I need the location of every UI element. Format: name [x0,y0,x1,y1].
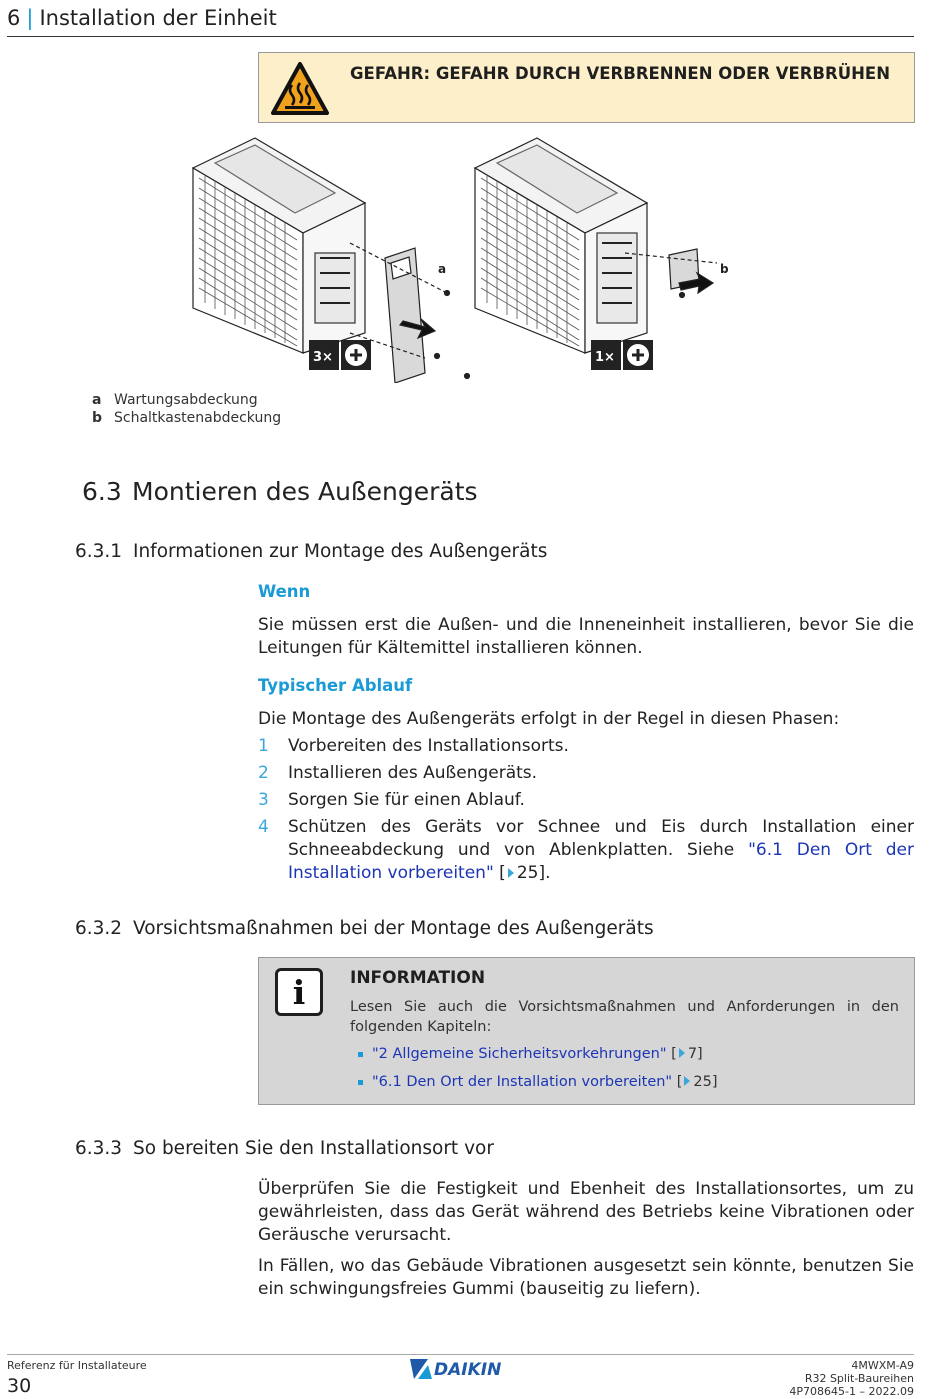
cross-reference-link[interactable]: "6.1 Den Ort der Installation vorbereiten" [372,1074,673,1090]
info-title: INFORMATION [350,968,486,988]
page-arrow-icon [684,1076,690,1086]
subsection-heading-3 [75,1138,494,1159]
when-heading: Wenn [258,582,311,601]
danger-box [258,52,915,123]
step-text-body: Schützen des Geräts vor Schnee und Eis durch Installation einer Schneeabdeckung und von Ablenkplatten. Siehe [288,817,914,860]
screw-count-left-label: 3× [313,350,333,365]
step-number: 4 [258,817,269,837]
footer-model: 4MWXM-A9 [851,1359,914,1372]
removal-figure [185,133,745,383]
outdoor-unit-left [193,138,365,353]
legend-text-a: Wartungsabdeckung [114,392,258,408]
list-item: "6.1 Den Ort der Installation vorbereiten" [ 25] [372,1074,718,1090]
step-number: 3 [258,790,269,810]
subsection-title-3: So bereiten Sie den Installationsort vor [133,1138,494,1159]
info-text: Lesen Sie auch die Vorsichtsmaßnahmen und Anforderungen in den folgenden Kapiteln: [350,999,899,1035]
bullet-icon [358,1080,363,1085]
cross-reference-link[interactable]: "2 Allgemeine Sicherheitsvorkehrungen" [372,1046,667,1062]
page-header [7,6,277,30]
section-title: Montieren des Außengeräts [132,477,478,506]
subsection-number-1: 6.3.1 [75,541,123,562]
list-item [258,762,914,785]
legend-key-b: b [92,410,103,426]
page-arrow-icon [508,868,514,878]
step-text: Installieren des Außengeräts. [288,763,538,783]
section-heading [82,477,478,506]
section-number: 6.3 [82,477,122,506]
paragraph: Überprüfen Sie die Festigkeit und Ebenheit des Installationsortes, um zu gewährleisten, dass das Gerät während des Betriebs keine Vibrationen oder Geräusche verursacht. [258,1179,914,1245]
header-rule [7,36,914,37]
page-number: 30 [7,1375,32,1397]
chapter-number: 6 [7,6,21,30]
figure-label-a: a [438,262,447,276]
step-tail: . [545,863,551,883]
footer-doc-type: Referenz für Installateure [7,1359,147,1372]
danger-title: GEFAHR: GEFAHR DURCH VERBRENNEN ODER VERBRÜHEN [350,64,891,83]
subsection-title-2: Vorsichtsmaßnahmen bei der Montage des Außengeräts [133,918,654,939]
bullet-icon [358,1052,363,1057]
list-item [258,789,914,812]
subsection-title-1: Informationen zur Montage des Außengeräts [133,541,548,562]
footer-doc-number: 4P708645-1 – 2022.09 [789,1385,914,1398]
info-icon: i [275,968,323,1016]
subsection-heading-1 [75,541,547,562]
legend-item-a [92,392,258,408]
outdoor-unit-right [475,138,647,353]
legend-key-a: a [92,392,102,408]
subsection-number-2: 6.3.2 [75,918,123,939]
page-ref: 7 [687,1046,698,1062]
list-item: "2 Allgemeine Sicherheitsvorkehrungen" [ 7] [372,1046,703,1062]
subsection-number-3: 6.3.3 [75,1138,123,1159]
page-arrow-icon [679,1048,685,1058]
step-text: Schützen des Geräts vor Schnee und Eis durch Installation einer Schneeabdeckung und von Ablenkplatten. Siehe "6.1 Den Ort der Installation vorbereiten" [ 25]. [288,817,914,883]
logo-text: DAIKIN [434,1360,502,1380]
when-text: Sie müssen erst die Außen- und die Inneneinheit installieren, bevor Sie die Leitungen für Kältemittel installieren können. [258,615,914,658]
footer-series: R32 Split-Baureihen [804,1372,914,1385]
subsection-heading-2 [75,918,654,939]
step-number: 1 [258,736,269,756]
cross-reference-link[interactable]: "6.1 Den Ort der Installation vorbereiten" [288,840,914,883]
paragraph: In Fällen, wo das Gebäude Vibrationen ausgesetzt sein könnte, benutzen Sie ein schwingungsfreies Gummi (bauseitig zu liefern). [258,1256,914,1299]
screw-count-right-label: 1× [595,350,615,365]
list-item [258,735,914,758]
daikin-logo [408,1357,518,1381]
step-number: 2 [258,763,269,783]
footer-doc-info [789,1359,914,1398]
hot-surface-warning-icon [270,61,330,117]
step-text: Sorgen Sie für einen Ablauf. [288,790,525,810]
page-ref: 25 [693,1074,712,1090]
legend-text-b: Schaltkastenabdeckung [114,410,282,426]
flow-heading: Typischer Ablauf [258,676,413,695]
footer-rule [7,1354,914,1355]
step-text: Vorbereiten des Installationsorts. [288,736,569,756]
figure-label-b: b [720,262,729,276]
screw-count-right [591,340,653,370]
flow-intro: Die Montage des Außengeräts erfolgt in der Regel in diesen Phasen: [258,709,840,729]
chapter-title: Installation der Einheit [39,6,277,30]
screw-count-left [309,340,371,370]
list-item [258,816,914,886]
header-separator: | [26,6,34,30]
legend-item-b [92,410,281,426]
page-ref: 25 [516,863,539,883]
